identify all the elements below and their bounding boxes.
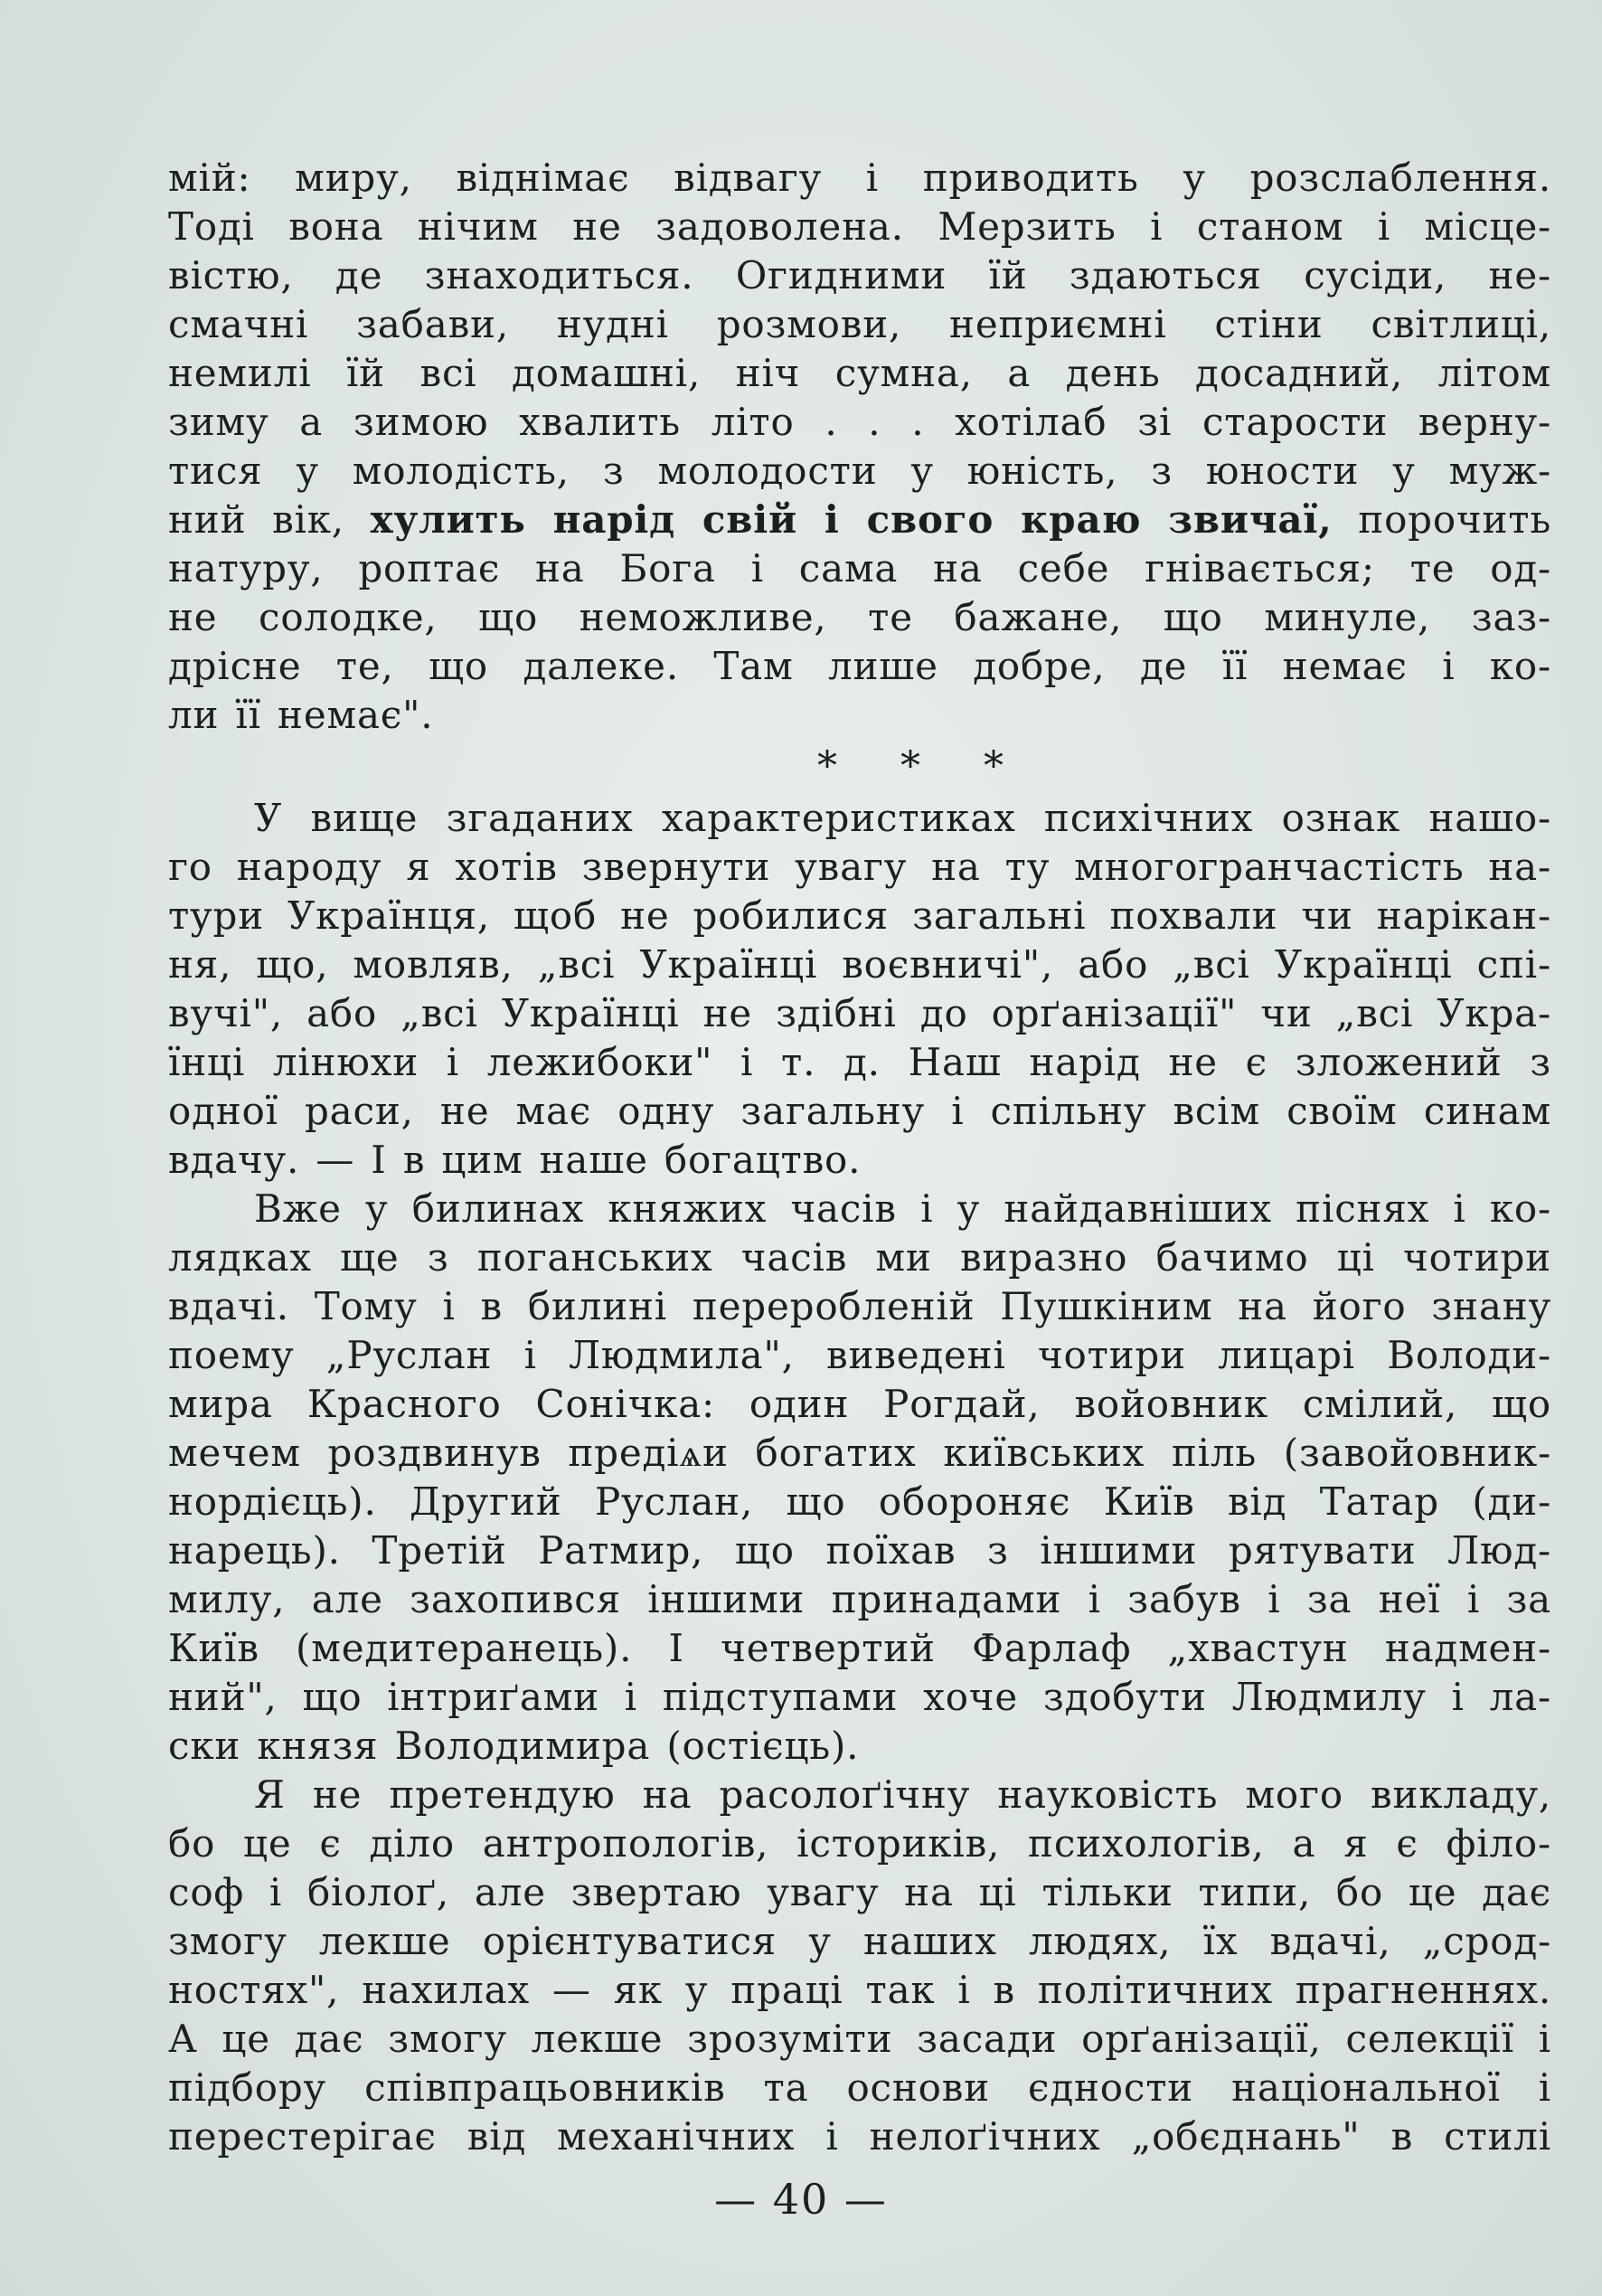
text-line: ностях", нахилах — як у праці так і в політичних прагненнях.: [168, 1968, 1551, 2012]
text-line: вдачі. Тому і в билині переробленій Пушкіним на його знану: [168, 1284, 1551, 1328]
text-line: перестерігає від механічних і нелоґічних „обєднань" в стилі: [168, 2114, 1551, 2159]
text-line: нарець). Третій Ратмир, що поїхав з іншими рятувати Люд-: [168, 1528, 1551, 1573]
text-line: зиму а зимою хвалить літо . . . хотілаб зі старости верну-: [168, 400, 1551, 444]
text-line: мира Красного Сонічка: один Рогдай, войовник смілий, що: [168, 1382, 1551, 1426]
text-line: не солодке, що неможливе, те бажане, що минуле, зaз-: [168, 595, 1551, 639]
text-line: Тоді вона нічим не задоволена. Мерзить і станом і місце-: [168, 204, 1551, 249]
text-fragment: ний вік,: [168, 497, 371, 542]
text-line: А це дає змогу лекше зрозуміти засади орґанізації, селекції і: [168, 2017, 1551, 2061]
text-line: ний", що інтриґами і підступами хоче здобути Людмилу і ла-: [168, 1675, 1551, 1719]
text-line: милу, але захопився іншими принадами і забув і за неї і за: [168, 1577, 1551, 1621]
paragraph-first-line: У вище згаданих характеристиках психічних ознак нашо-: [254, 796, 1551, 840]
text-line: їнці лінюхи і лежибоки" і т. д. Наш нарід не є зложений з: [168, 1040, 1551, 1084]
text-line: Київ (медитеранець). І четвертий Фарлаф „хвастун надмен-: [168, 1626, 1551, 1670]
page-number: — 40 —: [714, 2175, 888, 2224]
text-line: тури Українця, щоб не робилися загальні похвали чи нарікан-: [168, 893, 1551, 938]
text-line: ли її немає".: [168, 693, 434, 737]
emphasized-phrase: хулить нарід свій і свого краю звичаї,: [370, 497, 1333, 542]
page-text: [168, 154, 1551, 2161]
text-line: змогу лекше орієнтуватися у наших людях, їх вдачі, „срод-: [168, 1919, 1551, 1963]
text-line: немилі їй всі домашні, ніч сумна, а день досадний, літом: [168, 351, 1551, 395]
paragraph-first-line: Я не претендую на расолоґічну науковість мого викладу,: [254, 1772, 1551, 1817]
text-line: натуру, роптає на Бога і сама на себе гнівається; те од-: [168, 546, 1551, 591]
text-line: одної раси, не має одну загальну і спільну всім своїм синам: [168, 1089, 1551, 1133]
text-fragment: порочить: [1332, 497, 1551, 542]
text-line: лядках ще з поганських часів ми виразно бачимо ці чотири: [168, 1235, 1551, 1280]
text-line: поему „Руслан і Людмила", виведені чотири лицарі Володи-: [168, 1333, 1551, 1377]
paragraph-first-line: Вже у билинах княжих часів і у найдавніших піснях і ко-: [254, 1186, 1551, 1231]
text-line: нордієць). Другий Руслан, що обороняє Київ від Татар (ди-: [168, 1479, 1551, 1524]
text-line-with-emphasis: [168, 496, 1551, 544]
text-line: підбору співпрацьовників та основи єдности національної і: [168, 2065, 1551, 2110]
text-line: ски князя Володимира (остієць).: [168, 1724, 860, 1768]
text-line: бо це є діло антропологів, істориків, психологів, а я є філо-: [168, 1821, 1551, 1866]
text-line: мій: миру, віднімає відвагу і приводить у розслаблення.: [168, 156, 1551, 200]
text-line: вучі", або „всі Українці не здібні до орґанізації" чи „всі Укра-: [168, 991, 1551, 1035]
text-line: ня, що, мовляв, „всі Українці воєвничі", або „всі Українці спі-: [168, 942, 1551, 987]
text-line: вдачу. — І в цим наше богацтво.: [168, 1138, 862, 1182]
section-separator: * * *: [817, 743, 1029, 789]
text-line: вістю, де знаходиться. Огидними їй здаються сусіди, не-: [168, 253, 1551, 298]
text-line: тися у молодість, з молодости у юність, з юности у муж-: [168, 449, 1551, 493]
text-line: го народу я хотів звернути увагу на ту многогранчастість на-: [168, 845, 1551, 889]
text-line: дрісне те, що далеке. Там лише добре, де її немає і ко-: [168, 644, 1551, 688]
text-line: соф і біолоґ, але звертаю увагу на ці тільки типи, бо це дає: [168, 1870, 1551, 1914]
text-line: мечем роздвинув предіѧи богатих київських піль (завойовник-: [168, 1431, 1551, 1475]
text-line: смачні забави, нудні розмови, неприємні стіни світлиці,: [168, 302, 1551, 346]
